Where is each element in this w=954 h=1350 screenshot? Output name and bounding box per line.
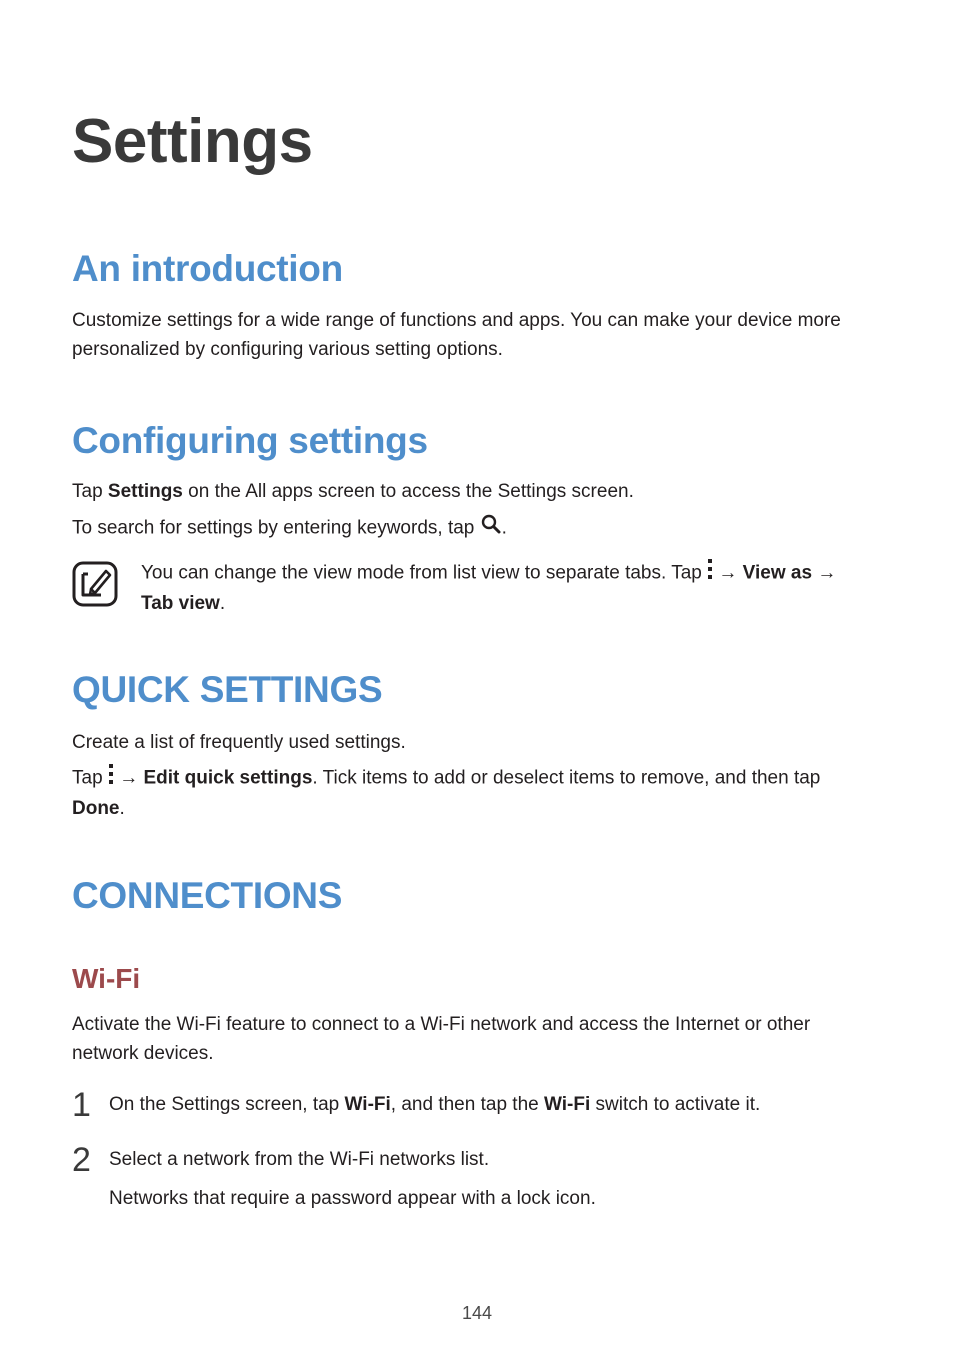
quick-settings-heading: QUICK SETTINGS xyxy=(72,669,383,710)
page-title: Settings xyxy=(72,107,313,176)
step-1-text: On the Settings screen, tap Wi-Fi, and then tap the Wi-Fi switch to activate it. xyxy=(109,1094,761,1115)
quick-line2: Tap → Edit quick settings. Tick items to add or deselect items to remove, and then tap Done. xyxy=(72,763,872,823)
note-text: You can change the view mode from list view to separate tabs. Tap → View as → Tab view. xyxy=(141,558,871,618)
connections-heading: CONNECTIONS xyxy=(72,875,343,916)
step-2-sub: Networks that require a password appear with a lock icon. xyxy=(109,1188,596,1209)
wifi-body: Activate the Wi-Fi feature to connect to a Wi-Fi network and access the Internet or other network devices. xyxy=(72,1014,811,1064)
step-2-text: Select a network from the Wi-Fi networks list. xyxy=(109,1149,490,1170)
step-number: 1 xyxy=(72,1086,91,1124)
configuring-line1: Tap Settings on the All apps screen to access the Settings screen. xyxy=(72,481,634,502)
note-icon xyxy=(72,561,118,607)
search-icon xyxy=(480,513,502,544)
configuring-heading: Configuring settings xyxy=(72,420,428,461)
intro-heading: An introduction xyxy=(72,248,343,289)
wifi-heading: Wi-Fi xyxy=(72,963,141,994)
step-number: 2 xyxy=(72,1141,91,1179)
configuring-line2: To search for settings by entering keywords, tap . xyxy=(72,513,872,544)
page-number: 144 xyxy=(461,1303,493,1323)
intro-body: Customize settings for a wide range of functions and apps. You can make your device more personalized by configuring various setting options. xyxy=(72,310,841,360)
quick-line1: Create a list of frequently used settings. xyxy=(72,732,406,753)
